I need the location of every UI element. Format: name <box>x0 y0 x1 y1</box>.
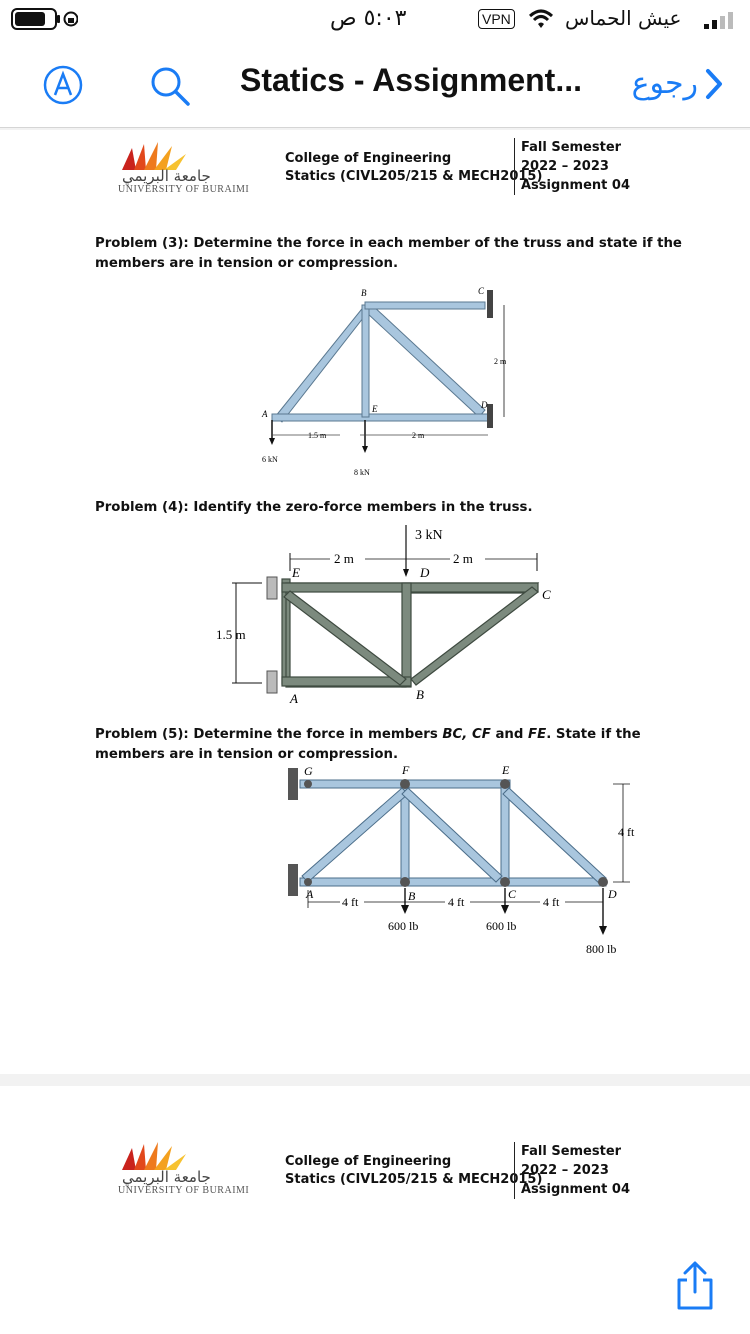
fig5-dim-2: 4 ft <box>448 895 465 909</box>
fig3-node-d: D <box>481 400 488 410</box>
fig5-node-g: G <box>304 764 313 778</box>
problem-4-body: Identify the zero-force members in the truss. <box>188 500 533 515</box>
university-logo-2 <box>118 1138 188 1172</box>
vpn-badge: VPN <box>478 9 515 29</box>
signal-icon <box>703 10 739 30</box>
problem-5-member-last: FE <box>528 727 547 742</box>
document-title: Statics - Assignment... <box>240 62 582 98</box>
fig4-node-b: B <box>416 687 424 702</box>
problem-5-text <box>95 725 685 765</box>
problem-3-body: Determine the force in each member of the truss and state if the members are in tension or compression. <box>95 236 682 271</box>
problem-4-text <box>95 498 685 518</box>
problem-5-and: and <box>490 727 529 742</box>
fig5-load-2: 600 lb <box>486 919 517 933</box>
college-block-2 <box>285 1153 550 1189</box>
wifi-icon <box>528 8 554 30</box>
fig5-node-f: F <box>402 763 410 777</box>
fig4-height: 1.5 m <box>216 627 246 642</box>
fig3-dim-ed: 2 m <box>412 431 425 440</box>
university-name-english: UNIVERSITY OF BURAIMI <box>118 184 250 195</box>
lock-rotation-icon <box>8 6 78 32</box>
search-icon[interactable] <box>148 64 192 108</box>
semester-block <box>514 138 630 195</box>
clock: ٥:٠٣ ص <box>330 6 407 31</box>
carrier-name: عيش الحماس <box>565 6 682 30</box>
academic-year-2: 2022 – 2023 <box>521 1163 609 1178</box>
fig4-node-d: D <box>420 565 430 580</box>
document-page-1 <box>0 130 750 1074</box>
fig3-node-b: B <box>361 288 367 298</box>
fig5-node-a: A <box>306 887 314 901</box>
back-label: رجوع <box>631 66 698 101</box>
fig4-node-a: A <box>290 691 298 706</box>
course-name-2: Statics (CIVL205/215 & MECH2015) <box>285 1172 543 1187</box>
problem-5-label: Problem (5): <box>95 727 189 742</box>
truss-figure-4 <box>210 525 580 710</box>
fig4-node-c: C <box>542 587 551 602</box>
assignment-number-2: Assignment 04 <box>521 1182 631 1197</box>
fig3-load-a: 6 kN <box>262 455 278 464</box>
fig5-node-c: C <box>508 887 517 901</box>
truss-figure-3 <box>250 280 520 480</box>
problem-5-body-2: . State if the members are in tension or compression. <box>95 727 641 762</box>
fig5-node-e: E <box>502 763 510 777</box>
truss-figure-5 <box>280 760 650 965</box>
semester: Fall Semester <box>521 140 622 155</box>
fig4-dim-1: 2 m <box>334 551 354 566</box>
academic-year: 2022 – 2023 <box>521 159 609 174</box>
fig5-dim-1: 4 ft <box>342 895 359 909</box>
fig3-load-e: 8 kN <box>354 468 370 477</box>
university-name-arabic-2: جامعة البريمي <box>122 1168 211 1186</box>
college-name-2: College of Engineering <box>285 1154 452 1169</box>
fig5-load-1: 600 lb <box>388 919 419 933</box>
fig3-dim-ae: 1.5 m <box>308 431 327 440</box>
fig3-node-e: E <box>372 404 378 414</box>
college-block <box>285 150 550 186</box>
fig5-load-3: 800 lb <box>586 942 617 956</box>
status-bar <box>0 0 750 40</box>
share-icon[interactable] <box>672 1258 718 1314</box>
semester-2: Fall Semester <box>521 1144 622 1159</box>
course-name: Statics (CIVL205/215 & MECH2015) <box>285 169 543 184</box>
fig4-node-e: E <box>292 565 300 580</box>
college-name: College of Engineering <box>285 151 452 166</box>
university-name-english-2: UNIVERSITY OF BURAIMI <box>118 1185 250 1196</box>
problem-4-label: Problem (4): <box>95 500 189 515</box>
semester-block-2 <box>514 1142 630 1199</box>
document-page-2 <box>0 1086 750 1334</box>
markup-icon[interactable] <box>42 64 84 106</box>
fig5-node-d: D <box>608 887 617 901</box>
fig5-dim-3: 4 ft <box>543 895 560 909</box>
nav-bar <box>0 40 750 128</box>
fig3-dim-cd: 2 m <box>494 357 507 366</box>
chevron-right-icon <box>704 68 724 100</box>
fig3-node-c: C <box>478 286 485 296</box>
problem-5-body: Determine the force in members <box>188 727 443 742</box>
problem-5-members: BC, CF <box>442 727 491 742</box>
back-button[interactable] <box>618 62 728 106</box>
fig3-node-a: A <box>262 409 268 419</box>
fig4-load: 3 kN <box>415 528 443 543</box>
problem-3-text <box>95 234 685 274</box>
problem-3-label: Problem (3): <box>95 236 189 251</box>
assignment-number: Assignment 04 <box>521 178 631 193</box>
fig5-node-b: B <box>408 889 416 903</box>
fig4-dim-2: 2 m <box>453 551 473 566</box>
university-name-arabic: جامعة البريمي <box>122 167 211 185</box>
fig5-height-label: 4 ft <box>618 825 635 839</box>
